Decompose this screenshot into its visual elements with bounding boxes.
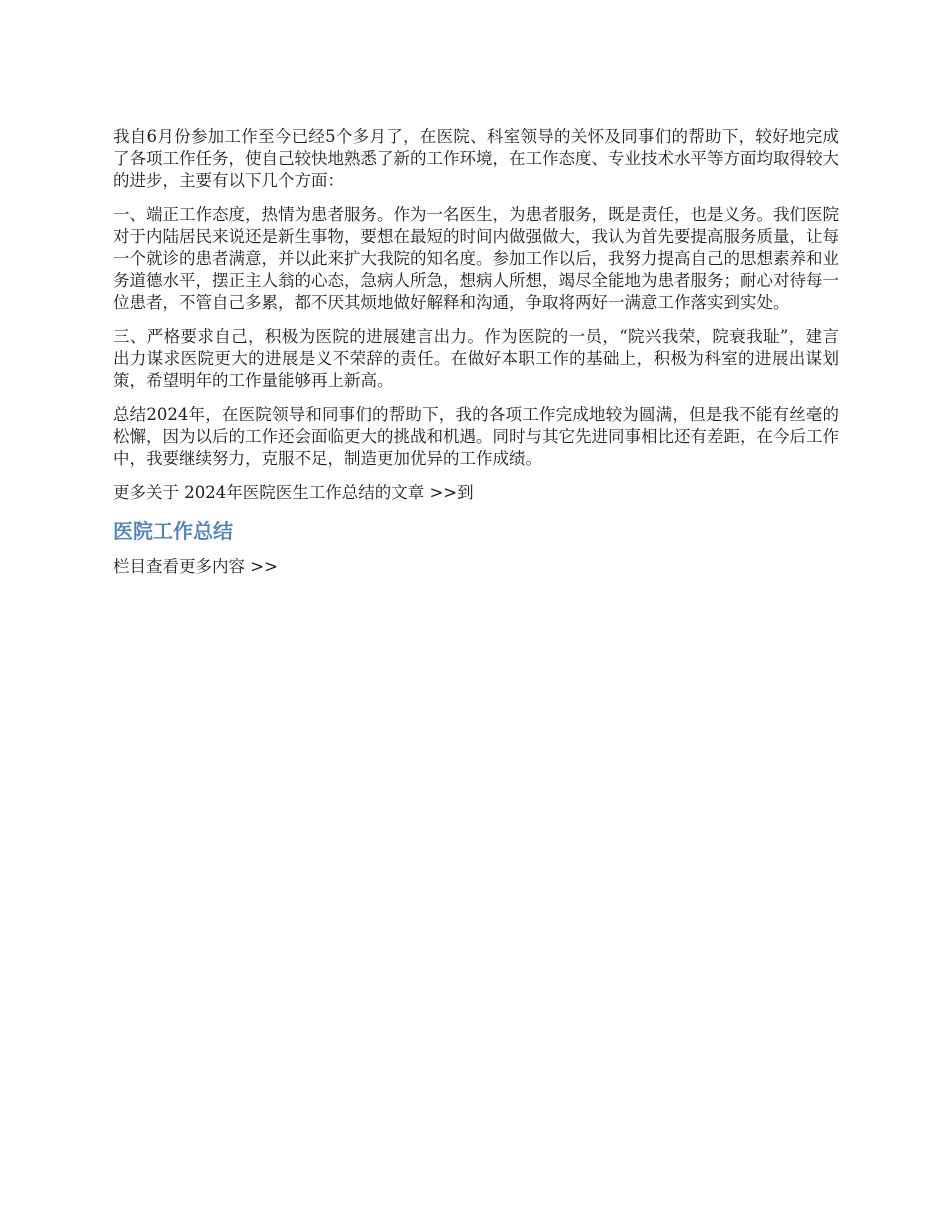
column-more-link[interactable]: 栏目查看更多内容 >>	[113, 557, 278, 576]
document-body	[113, 126, 839, 578]
summary-paragraph: 总结2024年，在医院领导和同事们的帮助下，我的各项工作完成地较为圆满，但是我不能有丝毫的松懈，因为以后的工作还会面临更大的挑战和机遇。同时与其它先进同事相比还有差距，在今后工作中，我要继续努力，克服不足，制造更加优异的工作成绩。	[113, 405, 839, 468]
more-articles-link[interactable]: 更多关于 2024年医院医生工作总结的文章 >>到	[113, 483, 474, 502]
section-heading[interactable]: 医院工作总结	[113, 519, 233, 543]
intro-paragraph: 我自6月份参加工作至今已经5个多月了，在医院、科室领导的关怀及同事们的帮助下，较好地完成了各项工作任务，使自己较快地熟悉了新的工作环境，在工作态度、专业技术水平等方面均取得较大的进步，主要有以下几个方面：	[113, 127, 839, 190]
section-three-paragraph: 三、严格要求自己，积极为医院的进展建言出力。作为医院的一员，“院兴我荣，院衰我耻”，建言出力谋求医院更大的进展是义不荣辞的责任。在做好本职工作的基础上，积极为科室的进展出谋划策，希望明年的工作量能够再上新高。	[113, 327, 839, 390]
section-one-paragraph: 一、端正工作态度，热情为患者服务。作为一名医生，为患者服务，既是责任，也是义务。我们医院对于内陆居民来说还是新生事物，要想在最短的时间内做强做大，我认为首先要提高服务质量，让每一个就诊的患者满意，并以此来扩大我院的知名度。参加工作以后，我努力提高自己的思想素养和业务道德水平，摆正主人翁的心态，急病人所急，想病人所想，竭尽全能地为患者服务；耐心对待每一位患者，不管自己多累，都不厌其烦地做好解释和沟通，争取将两好一满意工作落实到实处。	[113, 205, 839, 312]
